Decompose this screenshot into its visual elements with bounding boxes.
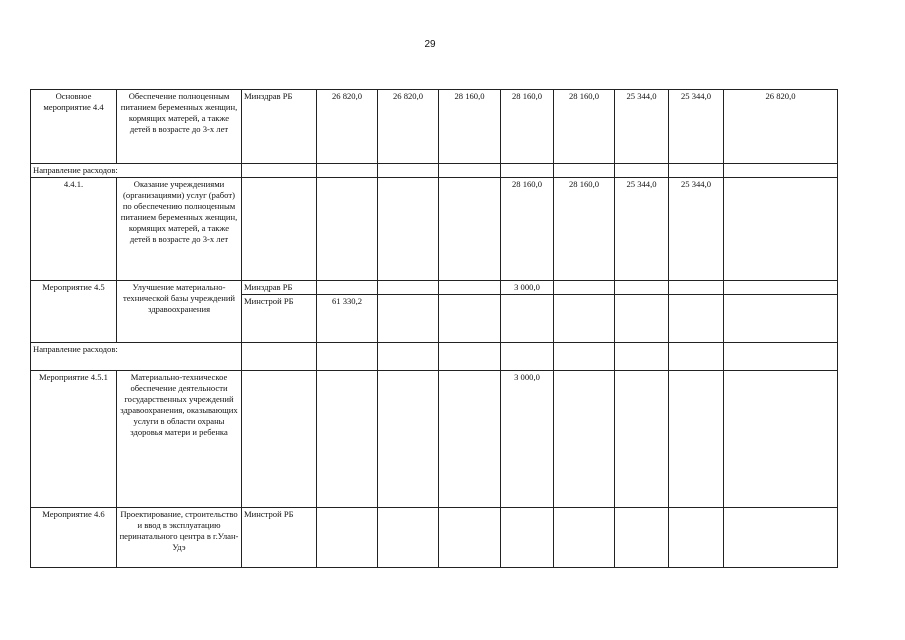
value-cell: [501, 508, 554, 568]
row-name: Проектирование, строительство и ввод в эксплуатацию перинатального центра в г.Улан-Удэ: [117, 508, 242, 568]
table-row: [31, 371, 838, 508]
value-cell: [554, 281, 615, 295]
value-cell: 25 344,0: [615, 90, 669, 164]
value-cell: [615, 295, 669, 343]
budget-table: [30, 89, 838, 568]
direction-label: Направление расходов:: [31, 343, 242, 371]
row-executor: Минздрав РБ: [242, 281, 317, 295]
value-cell: 28 160,0: [554, 178, 615, 281]
row-code: Мероприятие 4.6: [31, 508, 117, 568]
row-executor: Минстрой РБ: [242, 508, 317, 568]
row-name: Обеспечение полноценным питанием беременных женщин, кормящих матерей, а также детей в возрасте до 3-х лет: [117, 90, 242, 164]
value-cell: [724, 295, 838, 343]
page-number: 29: [424, 39, 436, 50]
value-cell: [317, 508, 378, 568]
row-code: Мероприятие 4.5.1: [31, 371, 117, 508]
value-cell: [439, 295, 501, 343]
row-code: 4.4.1.: [31, 178, 117, 281]
value-cell: [317, 371, 378, 508]
value-cell: [378, 508, 439, 568]
row-code: Основное мероприятие 4.4: [31, 90, 117, 164]
value-cell: [439, 178, 501, 281]
value-cell: 28 160,0: [501, 90, 554, 164]
value-cell: 25 344,0: [615, 178, 669, 281]
table-row: [31, 508, 838, 568]
value-cell: [615, 371, 669, 508]
value-cell: [439, 281, 501, 295]
value-cell: [378, 281, 439, 295]
value-cell: 28 160,0: [554, 90, 615, 164]
value-cell: [615, 281, 669, 295]
value-cell: [439, 371, 501, 508]
value-cell: [669, 508, 724, 568]
value-cell: 26 820,0: [724, 90, 838, 164]
value-cell: 3 000,0: [501, 281, 554, 295]
value-cell: 3 000,0: [501, 371, 554, 508]
value-cell: 28 160,0: [501, 178, 554, 281]
value-cell: [378, 371, 439, 508]
value-cell: [615, 508, 669, 568]
value-cell: [669, 371, 724, 508]
value-cell: 26 820,0: [378, 90, 439, 164]
table-row: [31, 164, 838, 178]
table-row: [31, 281, 838, 295]
value-cell: [378, 178, 439, 281]
value-cell: 25 344,0: [669, 178, 724, 281]
value-cell: [439, 508, 501, 568]
value-cell: [554, 508, 615, 568]
value-cell: [554, 371, 615, 508]
table-row: [31, 343, 838, 371]
row-executor: [242, 178, 317, 281]
row-executor: Минздрав РБ: [242, 90, 317, 164]
row-executor: [242, 371, 317, 508]
row-executor: Минстрой РБ: [242, 295, 317, 343]
row-name: Материально-техническое обеспечение деятельности государственных учреждений здравоохранения, оказывающих услуги в области охраны здоровья матери и ребенка: [117, 371, 242, 508]
value-cell: [378, 295, 439, 343]
value-cell: 61 330,2: [317, 295, 378, 343]
value-cell: [724, 508, 838, 568]
value-cell: [724, 281, 838, 295]
value-cell: [501, 295, 554, 343]
value-cell: 26 820,0: [317, 90, 378, 164]
row-name: Улучшение материально-технической базы учреждений здравоохранения: [117, 281, 242, 343]
value-cell: 28 160,0: [439, 90, 501, 164]
row-name: Оказание учреждениями (организациями) услуг (работ) по обеспечению полноценным питанием беременных женщин, кормящих матерей, а также детей в возрасте до 3-х лет: [117, 178, 242, 281]
value-cell: [554, 295, 615, 343]
value-cell: [669, 281, 724, 295]
value-cell: [724, 178, 838, 281]
value-cell: [724, 371, 838, 508]
value-cell: [317, 178, 378, 281]
value-cell: 25 344,0: [669, 90, 724, 164]
row-code: Мероприятие 4.5: [31, 281, 117, 343]
value-cell: [317, 281, 378, 295]
table-row: [31, 90, 838, 164]
value-cell: [669, 295, 724, 343]
table-row: [31, 178, 838, 281]
direction-label: Направление расходов:: [31, 164, 242, 178]
